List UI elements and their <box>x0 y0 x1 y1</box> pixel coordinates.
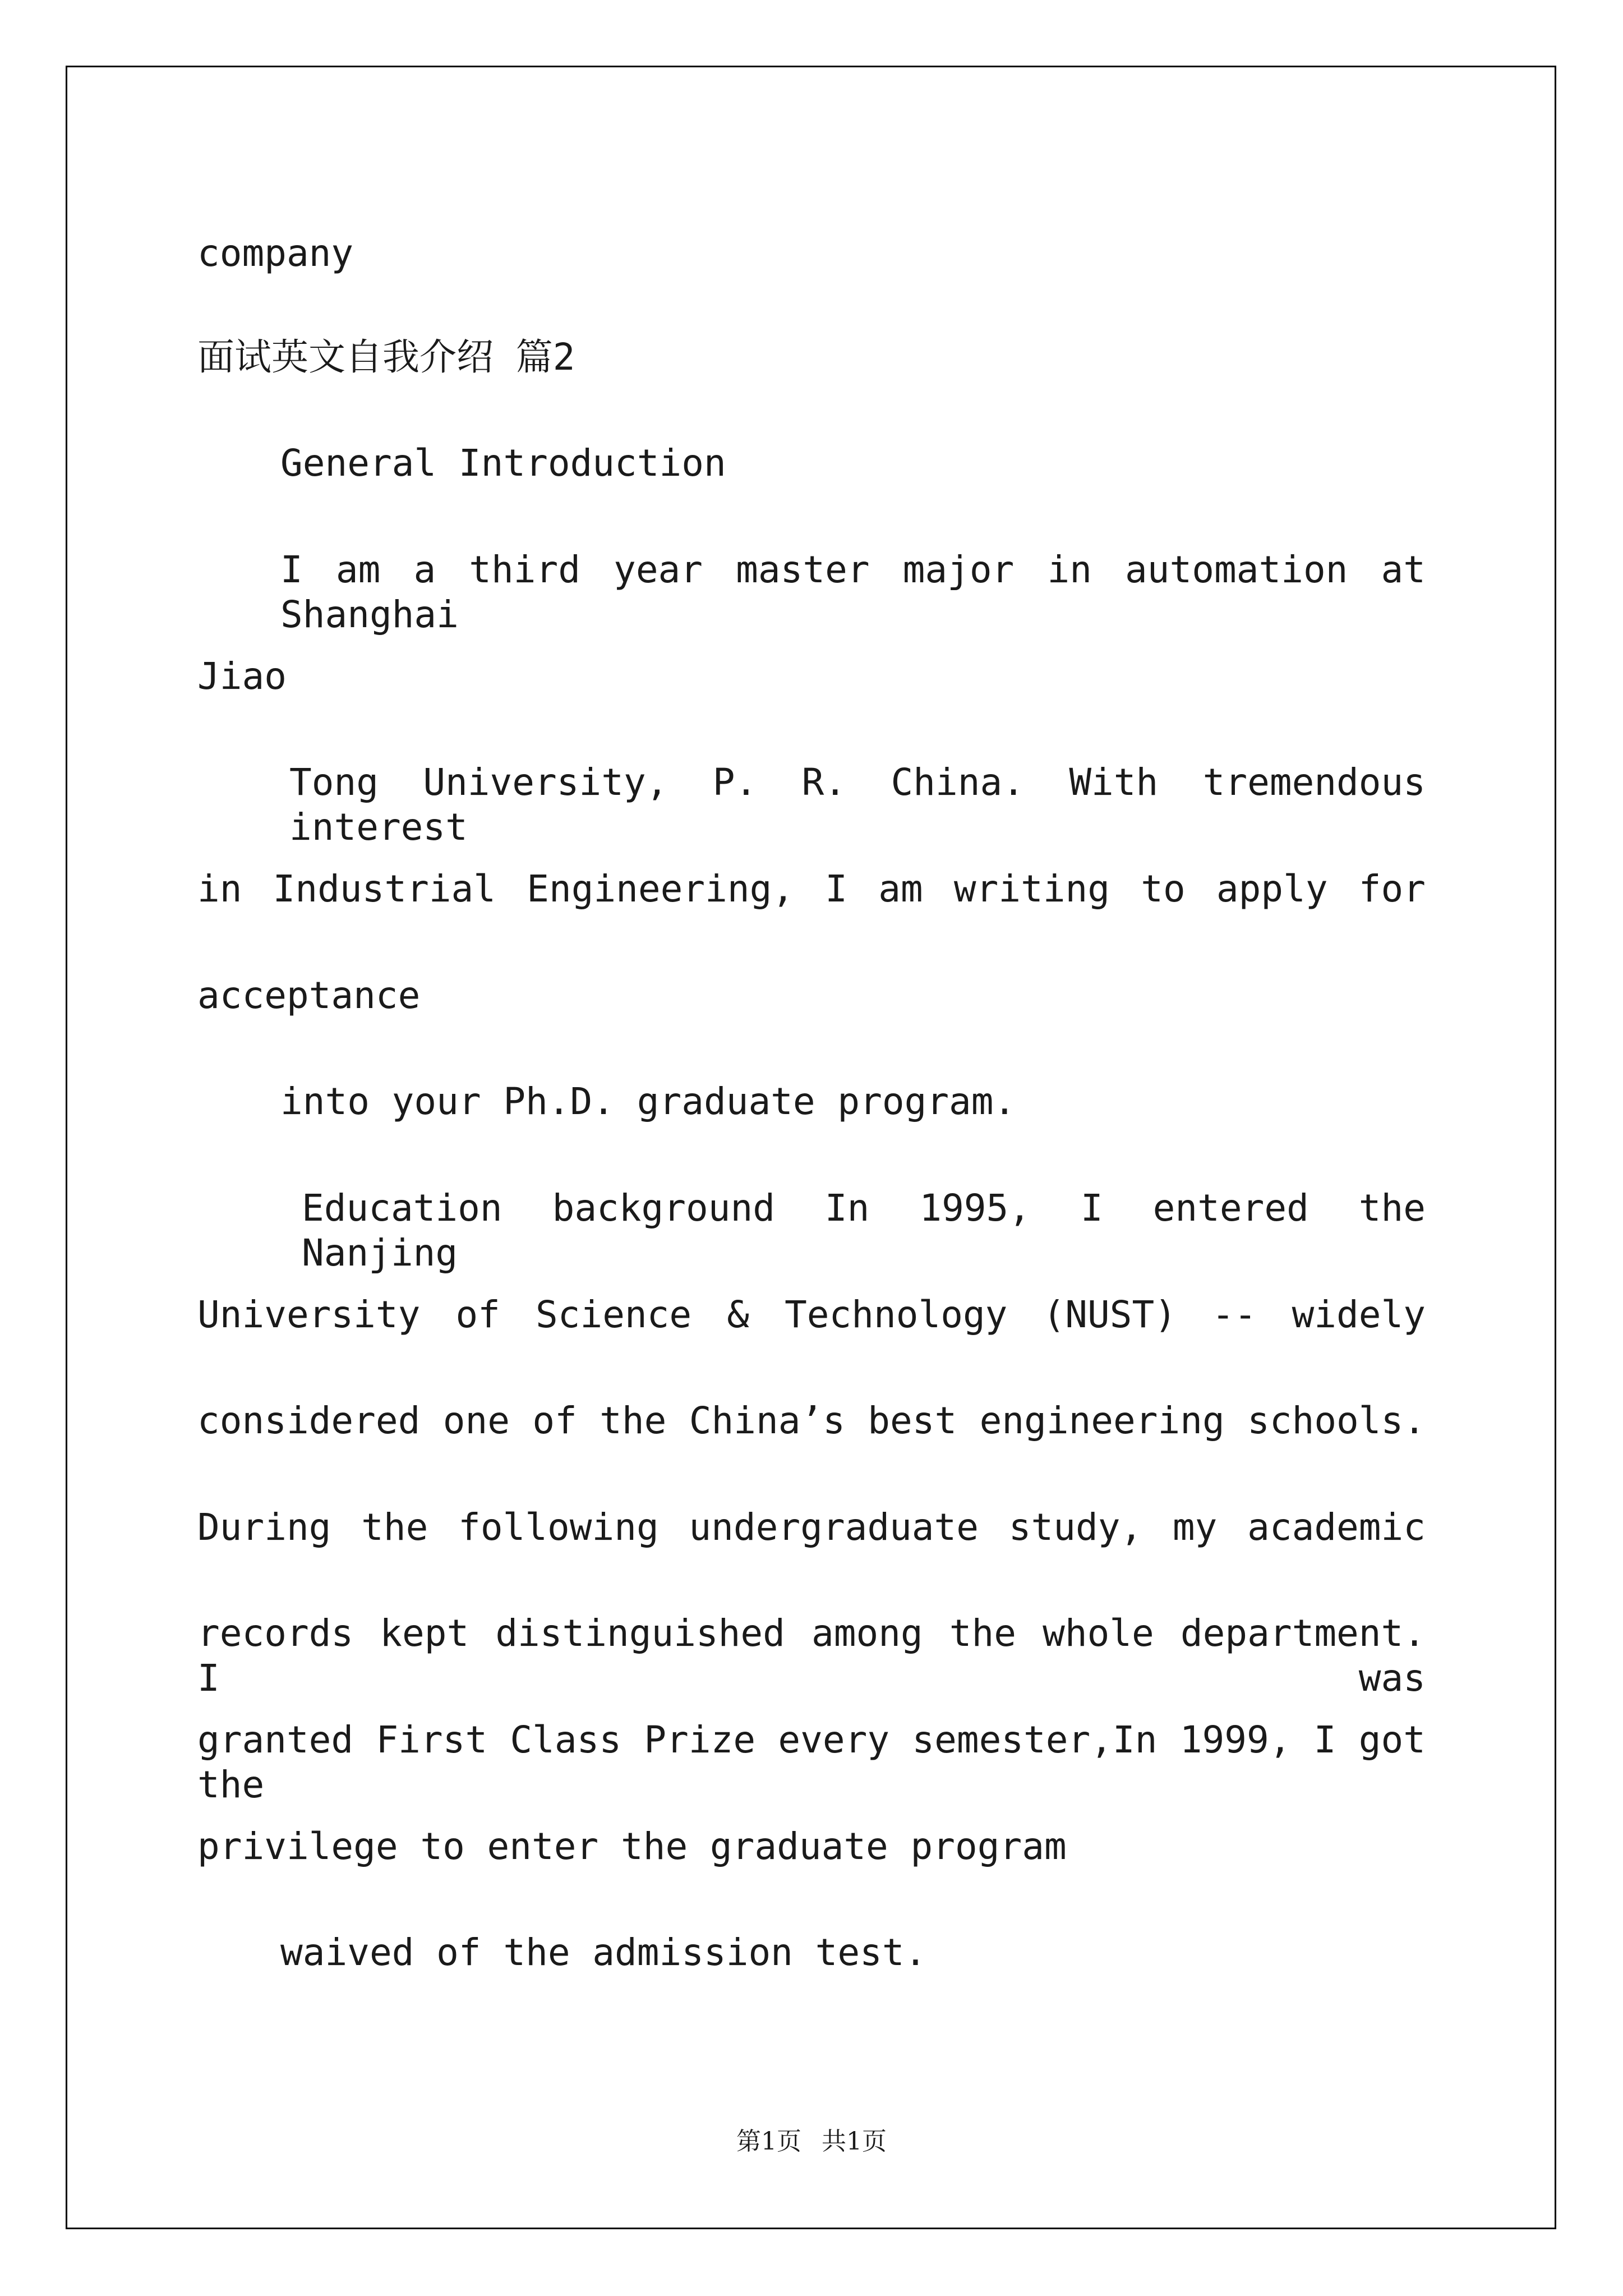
page-number: 第1页 <box>736 2127 801 2156</box>
text-line: waived of the admission test. <box>280 1931 927 1974</box>
text-line: Tong University, P. R. China. With tremendous interest <box>289 761 1426 849</box>
text-line: Jiao <box>197 655 287 698</box>
text-line: University of Science & Technology (NUST) -- widely <box>197 1293 1426 1336</box>
text-line: in Industrial Engineering, I am writing to apply for <box>197 867 1426 910</box>
text-line: During the following undergraduate study, my academic <box>197 1506 1426 1549</box>
page-border <box>66 66 1556 2229</box>
text-line: granted First Class Prize every semester,In 1999, I got the <box>197 1718 1426 1806</box>
page-total: 共1页 <box>822 2127 887 2156</box>
text-line: acceptance <box>197 974 421 1017</box>
page-footer <box>0 2125 1623 2159</box>
text-line: records kept distinguished among the whole department. I was <box>197 1612 1426 1700</box>
text-line: I am a third year master major in automation at Shanghai <box>280 548 1426 636</box>
section-heading: 面试英文自我介绍 篇2 <box>197 335 575 379</box>
text-line: company <box>197 232 354 275</box>
text-line: General Introduction <box>280 441 726 485</box>
text-line: considered one of the China’s best engineering schools. <box>197 1399 1426 1442</box>
text-line: into your Ph.D. graduate program. <box>280 1080 1016 1123</box>
text-line: Education background In 1995, I entered the Nanjing <box>302 1186 1426 1274</box>
text-line: privilege to enter the graduate program <box>197 1825 1067 1868</box>
